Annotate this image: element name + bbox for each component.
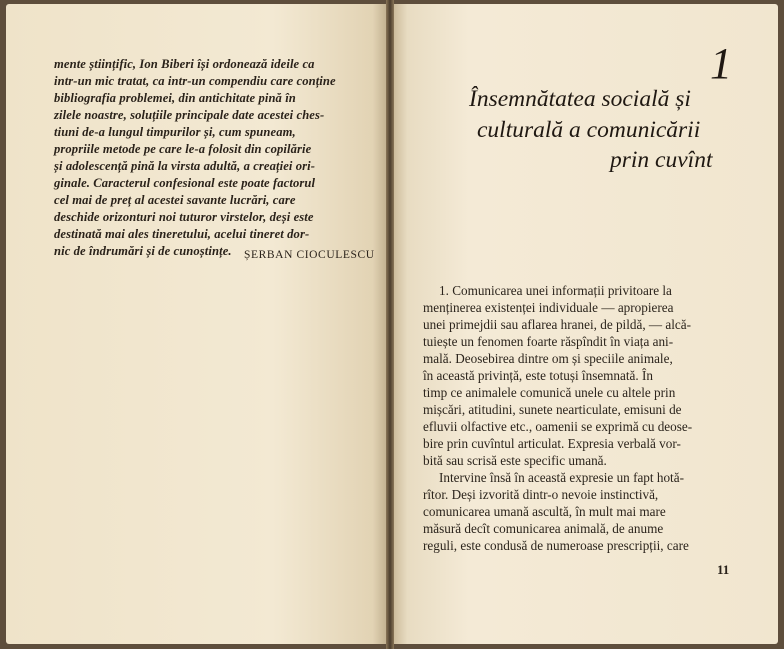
left-text-line: deschide orizonturi noi tuturor virstelor, deși este bbox=[54, 210, 314, 224]
chapter-title-line: prin cuvînt bbox=[610, 147, 713, 173]
left-text-line: zilele noastre, soluțiile principale date acestei ches- bbox=[54, 108, 325, 122]
chapter-title-line: culturală a comunicării bbox=[477, 117, 701, 143]
left-text-line: tiuni de-a lungul timpurilor și, cum spuneam, bbox=[54, 125, 296, 139]
right-text-line: mală. Deosebirea dintre om și speciile animale, bbox=[423, 351, 673, 366]
author-signature: ȘERBAN CIOCULESCU bbox=[244, 249, 375, 261]
chapter-number: 1 bbox=[710, 39, 732, 88]
left-text-line: destinată mai ales tineretului, acelui tineret dor- bbox=[54, 227, 310, 241]
page-number: 11 bbox=[717, 562, 730, 577]
right-text-line: bită sau scrisă este specific umană. bbox=[423, 453, 607, 468]
left-text-line: nic de îndrumări și de cunoștințe. bbox=[54, 244, 232, 258]
right-text-line: efluvii olfactive etc., oamenii se exprimă cu deose- bbox=[423, 419, 693, 434]
left-text-line: mente științific, Ion Biberi își ordonează ideile ca bbox=[54, 57, 315, 71]
right-text-line: 1. Comunicarea unei informații privitoare la bbox=[439, 283, 672, 298]
right-text-line: menținerea existenței individuale — apropierea bbox=[423, 300, 674, 315]
chapter-title-line: Însemnătatea socială și bbox=[469, 86, 691, 112]
right-text-line: Intervine însă în această expresie un fapt hotă- bbox=[439, 470, 684, 485]
right-text-line: unei primejdii sau aflarea hranei, de pildă, — alcă- bbox=[423, 317, 692, 332]
left-text-line: cel mai de preț al acestei savante lucrări, care bbox=[54, 193, 296, 207]
left-text-line: intr-un mic tratat, ca intr-un compendiu care conține bbox=[54, 74, 336, 88]
left-text-line: bibliografia problemei, din antichitate pină în bbox=[54, 91, 296, 105]
right-text-line: rîtor. Deși izvorită dintr-o nevoie instinctivă, bbox=[423, 487, 659, 502]
right-text-line: bire prin cuvîntul articulat. Expresia verbală vor- bbox=[423, 436, 681, 451]
right-text-line: timp ce animalele comunică unele cu altele prin bbox=[423, 385, 676, 400]
right-text-line: reguli, este condusă de numeroase prescripții, care bbox=[423, 538, 689, 553]
left-text-line: propriile metode pe care le-a folosit din copilărie bbox=[54, 142, 312, 156]
right-text-line: măsură decît comunicarea animală, de anume bbox=[423, 521, 664, 536]
right-text-line: mișcări, atitudini, sunete nearticulate, emisuni de bbox=[423, 402, 682, 417]
left-text-line: ginale. Caracterul confesional este poate factorul bbox=[54, 176, 316, 190]
right-text-line: în această privință, este totuși însemnată. În bbox=[423, 368, 653, 383]
right-text-line: tuiește un fenomen foarte răspîndit în viața ani- bbox=[423, 334, 674, 349]
book-gutter bbox=[386, 0, 394, 649]
left-text-line: și adolescență pină la virsta adultă, a creației ori- bbox=[54, 159, 316, 173]
right-text-line: comunicarea umană ascultă, în mult mai mare bbox=[423, 504, 666, 519]
